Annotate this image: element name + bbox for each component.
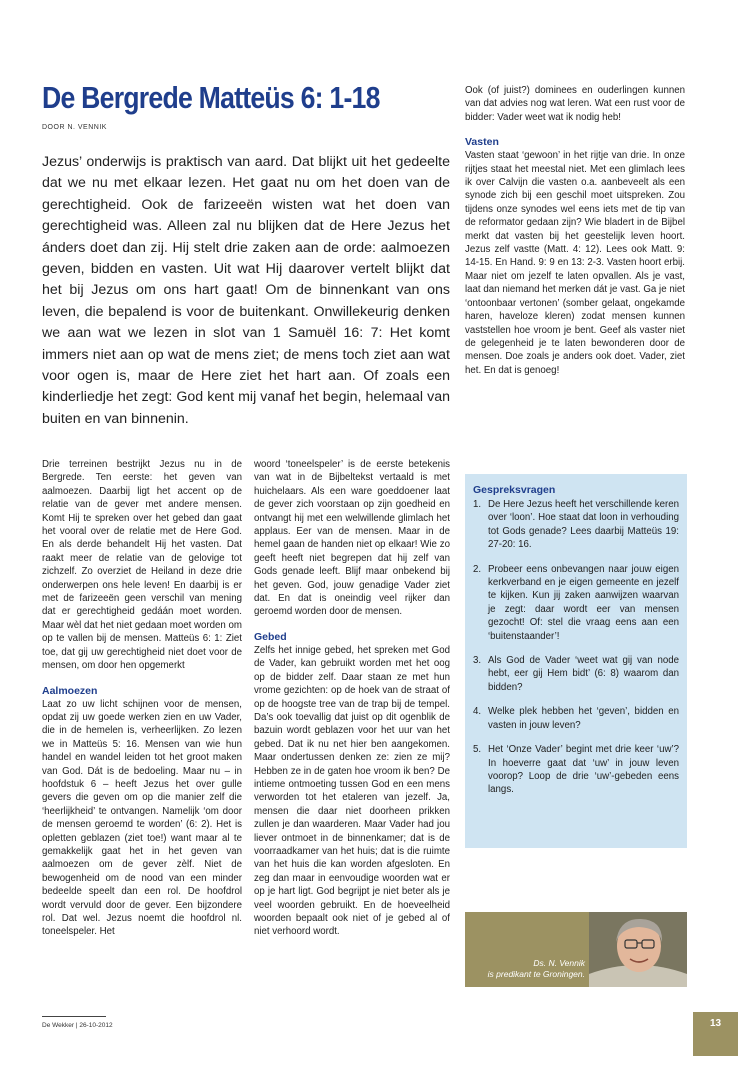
question-item — [473, 563, 679, 643]
author-portrait — [589, 912, 687, 987]
byline: DOOR N. VENNIK — [42, 124, 107, 131]
question-item — [473, 705, 679, 732]
author-photo-box — [465, 912, 687, 987]
question-item — [473, 743, 679, 797]
body-paragraph: woord ‘toneelspeler’ is de eerste betekenis van wat in de Bijbeltekst vertaald is met huichelaars. Als een ware goeddoener laat de gever zich voorstaan op zijn goedheid en ontvangt hij met een welwillende glimlach het applaus. Eer van de mensen. Maar in de hemel gaan de handen niet op elkaar! Wie zo geeft heeft niet begrepen dat hij zelf van Gods genade leeft. Blijf maar onbekend bij het geven. God, jouw genadige Vader ziet dat. En dat is oneindig veel rijker dan geroemd worden door de mensen. — [254, 459, 450, 618]
footer-publication: De Wekker | 26-10-2012 — [42, 1022, 113, 1029]
caption-name: Ds. N. Vennik — [533, 958, 585, 968]
question-text: Het ‘Onze Vader’ begint met drie keer ‘uw’? In hoeverre gaat dat ‘uw’ in jouw leven voorop? Loop de drie ‘uw’-gebeden eens langs. — [488, 744, 679, 796]
question-number: 4. — [473, 706, 482, 718]
column-middle — [254, 458, 450, 939]
column-left — [42, 458, 242, 939]
discussion-questions-heading: Gespreksvragen — [473, 484, 556, 496]
section-heading-aalmoezen: Aalmoezen — [42, 684, 98, 697]
body-paragraph: Ook (of juist?) dominees en ouderlingen kunnen van dat advies nog wat leren. Wat een rust voor de bidder: Vader weet wat ik nodig heb! — [465, 85, 685, 123]
body-paragraph: Drie terreinen bestrijkt Jezus nu in de Bergrede. Ten eerste: het geven van aalmoezen. Daarbij ligt het accent op de relatie van de gever met andere mensen. Komt Hij te spreken over het gebed dan gaat het vooral over de relatie met de Here God. En als derde behandelt Hij het vasten. Dat raakt meer de relatie van de gelovige tot zichzelf. Zo overziet de Heiland in deze drie onderwerpen ons hele leven! En daarbij is er met de farizeeën geen verschil van mening dat er gerechtigheid gedáán moet worden. Maar wèl dat het niet gedaan moet worden om op te vallen bij de mensen. Matteüs 6: 1: Ziet toe, dat gij uw gerechtigheid niet doet voor de mensen, om door hen opgemerkt — [42, 459, 242, 672]
article-title: De Bergrede Matteüs 6: 1-18 — [42, 80, 380, 115]
question-text: Als God de Vader ‘weet wat gij van node hebt, eer gij Hem bidt’ (6: 8) waarom dan bidden? — [488, 655, 679, 693]
body-paragraph: Vasten staat ‘gewoon’ in het rijtje van drie. In onze rijtjes staat het meestal niet. Met een glimlach lees ik over Calvijn die vasten o.a. aanbeveelt als een synode zich bij een geschil moet uitspreken. Zou tijdens onze synodes wel eens iets met de tip van de reformator gedaan zijn? Wie bladert in de Bijbel merkt dat vasten bij het geestelijk leven hoort. Jezus zelf vastte (Matt. 4: 12). Lees ook Matt. 9: 14-15. En Hand. 9: 9 en 13: 2-3. Vasten hoort erbij. Maar niet om jezelf te laten opvallen. Als je vast, laat dan niemand het merken dát je vast. Ga je niet ‘ontoonbaar vertonen’ (somber gelaat, ongekamde haren, haveloze kleren) zodat mensen kunnen vaststellen hoe vroom je bent. Geef als vaster niet de gelegenheid je te laten bewonderen door de mensen. Doe zoals je anders ook doet. Vader, ziet het. En dat is genoeg! — [465, 150, 685, 376]
page-number: 13 — [693, 1012, 738, 1056]
discussion-questions-box — [465, 474, 687, 848]
section-heading-vasten: Vasten — [465, 136, 499, 149]
question-number: 3. — [473, 655, 482, 667]
intro-paragraph: Jezus’ onderwijs is praktisch van aard. Dat blijkt uit het gedeelte dat we nu met elkaar lezen. Het gaat nu om het doen van de gerechtigheid. Ook de farizeeën wisten wat het doen van gerechtigheid was. Alleen zal nu blijken dat de Here Jezus het ánders doet dan zij. Hij stelt drie zaken aan de orde: aalmoezen geven, bidden en vasten. Uit wat Hij daarover vertelt blijkt dat het bij Jezus om ons hart gaat! Om de binnenkant van ons leven, die bepalend is voor de buitenkant. Onwillekeurig denken we aan wat we lezen in slot van 1 Samuël 16: 7: Het komt immers niet aan op wat de mens ziet; de mens toch ziet aan wat voor ogen is, maar de Here ziet het hart aan. Of zoals een kinderliedje het zegt: God kent mij vanaf het begin, helemaal van buiten en van binnenin. — [42, 154, 450, 427]
question-item — [473, 498, 679, 552]
section-heading-gebed: Gebed — [254, 630, 287, 643]
question-text: Probeer eens onbevangen naar jouw eigen kerkverband en je eigen gemeente en jezelf te kijken. Kun jij zaken aanwijzen waarvan je zegt: daar wordt eer van mensen gezocht! Of: stel die vraag eens aan een ‘buitenstaander’! — [488, 563, 679, 642]
body-paragraph: Laat zo uw licht schijnen voor de mensen, opdat zij uw goede werken zien en uw Vader, die in de hemelen is, verheerlijken. Zo lezen we in Matteüs 5: 16. Mensen van wie hun handel en wandel leiden tot het groot maken van God. Dát is de bedoeling. Maar nu – in hoofdstuk 6 – heeft Jezus het over gulle gevers die geven om op die manier zelf die ‘heerlijkheid’ te ontvangen. Namelijk ‘om door de mensen geroemd te worden’ (6: 2). Het is opletten geblazen (ziet toe!) want maar al te gemakkelijk gaat het in het geven van aalmoezen om de gever zèlf. Niet de bewogenheid om de nood van een minder bedeelde speelt dan een rol. De hoofdrol wordt vervuld door de gever. Een bijzondere rol. Dat wel. Jezus noemt die hoofdrol nl. toneelspeler. Het — [42, 698, 242, 938]
question-text: De Here Jezus heeft het verschillende keren over ‘loon’. Hoe staat dat loon in verhouding tot Gods genade? Lees daarbij Matteüs 19: 27-20: 16. — [488, 499, 679, 551]
column-right — [465, 84, 685, 377]
question-number: 1. — [473, 499, 482, 510]
question-text: Welke plek hebben het ‘geven’, bidden en vasten in jouw leven? — [488, 706, 679, 731]
body-paragraph: Zelfs het innige gebed, het spreken met God de Vader, kan gebruikt worden met het oog op de bidder zelf. Daar staan ze met hun vrome gezichten: op de hoek van de straat of op de hoogste tree van de trap bij de tempel. Da’s ook toevallig dat juist op dit ogenblik de bazuin wordt geblazen voor het uur van het gebed. Dat ik nu net hier ben aangekomen. Maar ondertussen denken ze: zien ze mij? Hebben ze in de gaten hoe vroom ik ben? De intieme ontmoeting tussen God en een mens verworden tot het etaleren van jezelf. Ja, mensen die daar niet doorheen prikken zullen je dan waarderen. Maar Vader had jou liever ontmoet in de binnenkamer; dat is de voorraadkamer van het huis; dat is die ruimte van het huis die kan worden afgesloten. En zeg dan maar in eenvoudige woorden wat er op je hart ligt. God begrijpt je niet beter als je veel woorden gebruikt. En de hoeveelheid woorden bepaalt ook niet of je gebed al of niet verhoord wordt. — [254, 644, 450, 938]
author-caption — [455, 958, 585, 980]
question-number: 5. — [473, 744, 482, 756]
question-item — [473, 654, 679, 694]
caption-role: is predikant te Groningen. — [487, 969, 585, 979]
question-list — [473, 498, 679, 797]
question-number: 2. — [473, 563, 482, 575]
portrait-illustration — [589, 912, 687, 987]
footer-rule — [42, 1016, 106, 1017]
